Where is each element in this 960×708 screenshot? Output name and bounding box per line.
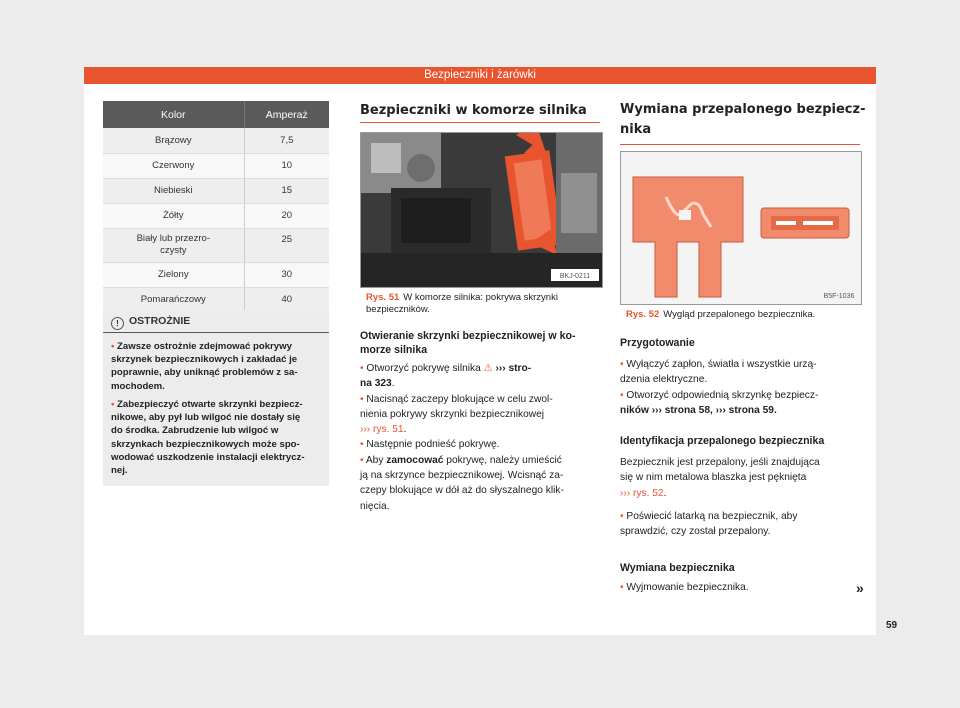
figure-label: Rys. 52: [626, 309, 660, 320]
table-cell: Zielony: [103, 262, 244, 287]
preparation-steps: [620, 357, 864, 418]
photo-code: BKJ-0211: [559, 273, 591, 280]
step-text: nięcia.: [360, 500, 390, 512]
open-fusebox-heading: [360, 329, 600, 357]
figure-label: Rys. 51: [366, 292, 400, 303]
step-text: Aby: [365, 454, 384, 466]
table-cell: Żółty: [103, 203, 244, 228]
table-cell: Brązowy: [103, 128, 244, 153]
table-cell: 40: [244, 287, 329, 312]
table-cell: Czerwony: [103, 153, 244, 178]
caution-line: nikowe, aby pył lub wilgoć nie dostały się: [111, 412, 301, 424]
continue-arrow-icon: »: [856, 580, 864, 596]
table-cell: 15: [244, 178, 329, 203]
bullet-icon: •: [620, 582, 624, 593]
caution-line: poprawnie, aby uniknąć problemów z sa-: [111, 367, 298, 379]
caution-item: [111, 340, 327, 393]
caution-box: [103, 310, 329, 486]
table-cell-line: czysty: [160, 245, 187, 256]
caution-line: Zawsze ostrożnie zdejmować pokrywy: [117, 341, 292, 352]
table-cell: [103, 228, 244, 262]
step-text: nienia pokrywy skrzynki bezpiecznikowej: [360, 408, 545, 420]
step-text: Nacisnąć zaczepy blokujące w celu zwol-: [366, 393, 553, 405]
replace-steps: [620, 580, 864, 595]
bullet-icon: •: [111, 399, 115, 410]
table-cell: 30: [244, 262, 329, 287]
photo-code: B5F-1036: [823, 293, 855, 300]
caution-item: [111, 398, 327, 477]
engine-fuses-heading: Bezpieczniki w komorze silnika: [360, 103, 587, 118]
bullet-icon: •: [620, 510, 624, 522]
table-cell: Niebieski: [103, 178, 244, 203]
step-text: ją na skrzynce bezpiecznikowej. Wcisnąć za-: [360, 470, 564, 482]
table-cell: 10: [244, 153, 329, 178]
caution-line: wodować uszkodzenie instalacji elektrycz-: [111, 451, 305, 463]
caution-title: OSTROŻNIE: [129, 315, 191, 327]
caption-line: Wygląd przepalonego bezpiecznika.: [663, 309, 816, 320]
caution-line: mochodem.: [111, 380, 165, 392]
blown-fuse-illustration: [621, 152, 861, 304]
cross-reference-link[interactable]: ników ››› strona 58, ››› strona 59.: [620, 404, 777, 416]
step-text: czepy blokujące w dół aż do słyszalnego klik-: [360, 485, 564, 497]
caption-line: bezpieczników.: [366, 304, 430, 315]
heading-underline: [360, 122, 600, 123]
step-text: pokrywę, należy umieścić: [446, 454, 562, 466]
figure-reference-link[interactable]: ››› rys. 52: [620, 487, 664, 499]
step-text: dzenia elektryczne.: [620, 374, 708, 386]
page-number: 59: [886, 620, 898, 631]
figure-52-caption: [626, 309, 862, 321]
table-cell-line: Biały lub przezro-: [136, 233, 210, 244]
identify-text: Bezpiecznik jest przepalony, jeśli znajdująca się w nim metalowa blaszka jest pęknięta ››› rys. 52. • Poświecić latarką na bezpiecznik, aby sprawdzić, czy został przepalony.: [620, 457, 820, 538]
bullet-icon: •: [620, 389, 624, 401]
heading-line: nika: [620, 122, 652, 137]
open-fusebox-steps: • Otworzyć pokrywę silnika ⚠ ››› stro- na 323. • Nacisnąć zaczepy blokujące w celu zwol- nienia pokrywy skrzynki bezpiecznikowej ››› rys. 51. • Następnie podnieść pokrywę. • Aby zamocować pokrywę, należy umieścić ją na skrzynce bezpiecznikowej. Wcisnąć za- czepy blokujące w dół aż do słyszalnego klik- nięcia.: [360, 363, 564, 512]
table-header-amperage: Amperaż: [244, 101, 329, 128]
bullet-icon: •: [360, 393, 364, 405]
caption-line: W komorze silnika: pokrywa skrzynki: [403, 292, 558, 303]
caution-title-bar: [103, 310, 329, 333]
step-text: Następnie podnieść pokrywę.: [366, 439, 500, 451]
bullet-icon: •: [360, 454, 364, 466]
caution-line: Zabezpieczyć otwarte skrzynki bezpiecz-: [117, 399, 303, 410]
heading-underline: [620, 144, 860, 145]
identify-heading: Identyfikacja przepalonego bezpiecznika: [620, 435, 825, 447]
subheading-line: Otwieranie skrzynki bezpiecznikowej w ko-: [360, 330, 576, 342]
step-text: Wyjmowanie bezpiecznika.: [626, 582, 749, 593]
figure-reference-link[interactable]: ››› rys. 51: [360, 424, 404, 436]
step-text: Otworzyć pokrywę silnika: [366, 363, 481, 374]
bullet-icon: •: [360, 439, 364, 451]
table-cell: 25: [244, 228, 329, 262]
replace-fuse-heading: [620, 100, 865, 140]
step-text: sprawdzić, czy został przepalony.: [620, 526, 771, 538]
caution-line: skrzynkach bezpiecznikowych może spo-: [111, 438, 300, 450]
step-text: Poświecić latarką na bezpiecznik, aby: [626, 510, 798, 522]
paragraph-line: Bezpiecznik jest przepalony, jeśli znajdująca: [620, 457, 820, 468]
warning-triangle-icon: ⚠: [483, 363, 493, 374]
caution-line: skrzynek bezpiecznikowych i zakładać je: [111, 354, 298, 366]
step-emphasis: zamocować: [386, 454, 444, 466]
table-cell: Pomarańczowy: [103, 287, 244, 312]
engine-bay-photo: [360, 132, 603, 288]
bullet-icon: •: [620, 359, 624, 370]
preparation-heading: Przygotowanie: [620, 337, 695, 349]
bullet-icon: •: [111, 341, 115, 352]
engine-bay-illustration: [361, 133, 602, 287]
caution-icon: !: [111, 317, 124, 330]
table-header-color: Kolor: [103, 101, 244, 128]
bullet-icon: •: [360, 363, 364, 374]
replace-heading: Wymiana bezpiecznika: [620, 562, 735, 574]
caution-line: nej.: [111, 465, 128, 477]
table-cell: 20: [244, 203, 329, 228]
section-header: Bezpieczniki i żarówki: [84, 67, 876, 84]
cross-reference-link[interactable]: ››› stro-: [495, 363, 532, 374]
fuse-color-table: [103, 101, 329, 313]
cross-reference-link[interactable]: na 323: [360, 378, 392, 390]
heading-line: Wymiana przepalonego bezpiecz-: [620, 102, 866, 117]
blown-fuse-figure: [620, 151, 862, 305]
table-cell: 7,5: [244, 128, 329, 153]
caution-line: do środka. Zabrudzenie lub wilgoć w: [111, 425, 279, 437]
subheading-line: morze silnika: [360, 344, 428, 356]
figure-51-caption: [366, 292, 598, 316]
step-text: Otworzyć odpowiednią skrzynkę bezpiecz-: [626, 389, 819, 401]
step-text: Wyłączyć zapłon, światła i wszystkie urzą-: [626, 359, 817, 370]
manual-page: [84, 67, 876, 635]
paragraph-line: się w nim metalowa blaszka jest pęknięta: [620, 472, 807, 484]
